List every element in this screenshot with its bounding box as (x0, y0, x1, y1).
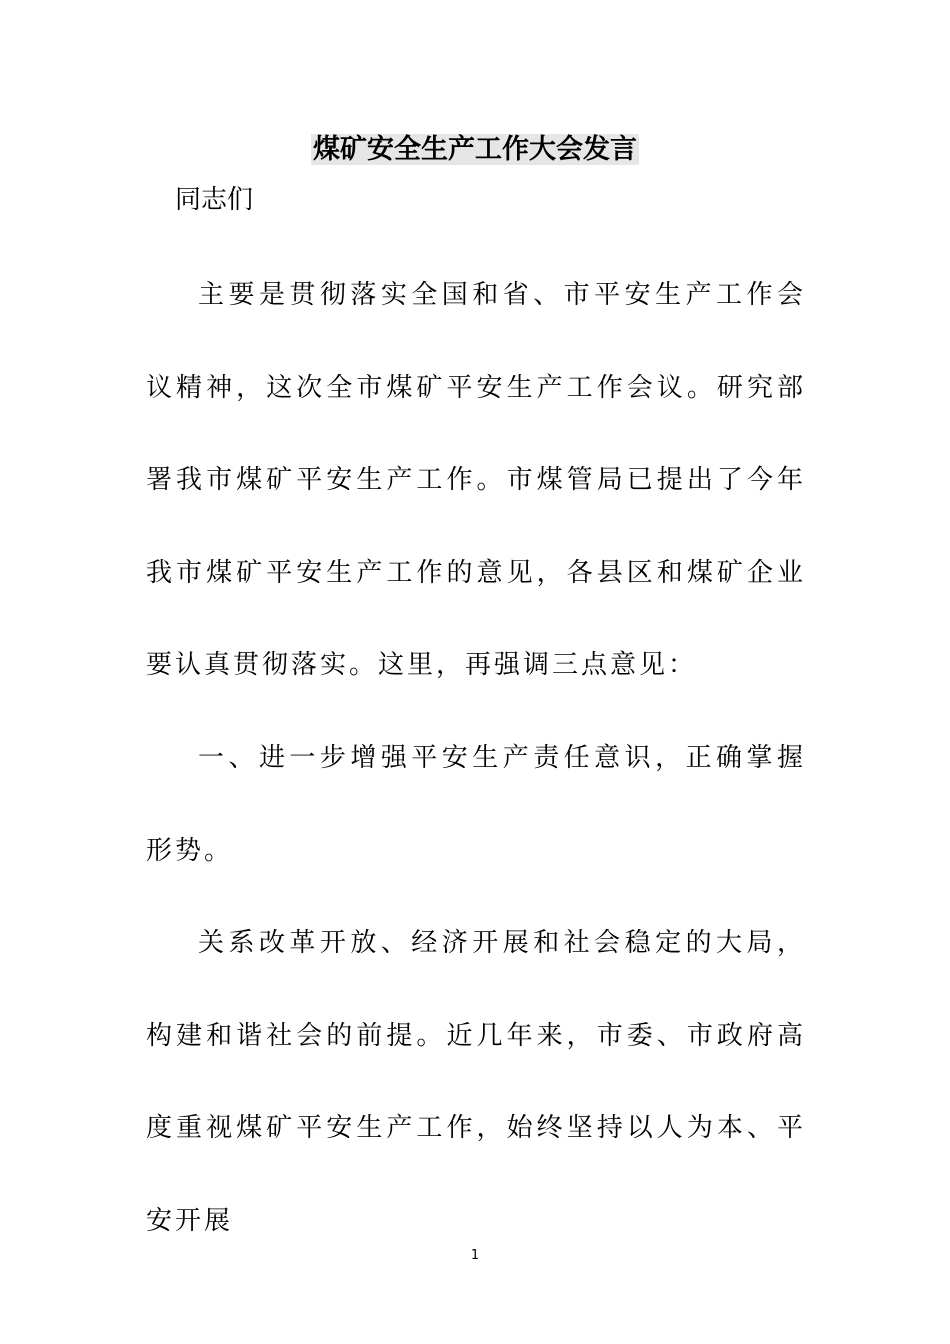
document-title (0, 130, 950, 170)
document-title-text: 煤矿安全生产工作大会发言 (313, 134, 637, 165)
salutation: 同志们 (175, 185, 254, 215)
paragraph-3: 关系改革开放、经济开展和社会稳定的大局，构建和谐社会的前提。近几年来，市委、市政府高度重视煤矿平安生产工作，始终坚持以人为本、平安开展 (146, 928, 806, 1236)
page-number: 1 (470, 1248, 480, 1263)
paragraph-1: 主要是贯彻落实全国和省、市平安生产工作会议精神，这次全市煤矿平安生产工作会议。研究部署我市煤矿平安生产工作。市煤管局已提出了今年我市煤矿平安生产工作的意见，各县区和煤矿企业要认真贯彻落实。这里，再强调三点意见： (146, 280, 806, 681)
paragraph-2: 一、进一步增强平安生产责任意识，正确掌握形势。 (146, 742, 806, 866)
document-body (146, 249, 806, 1268)
